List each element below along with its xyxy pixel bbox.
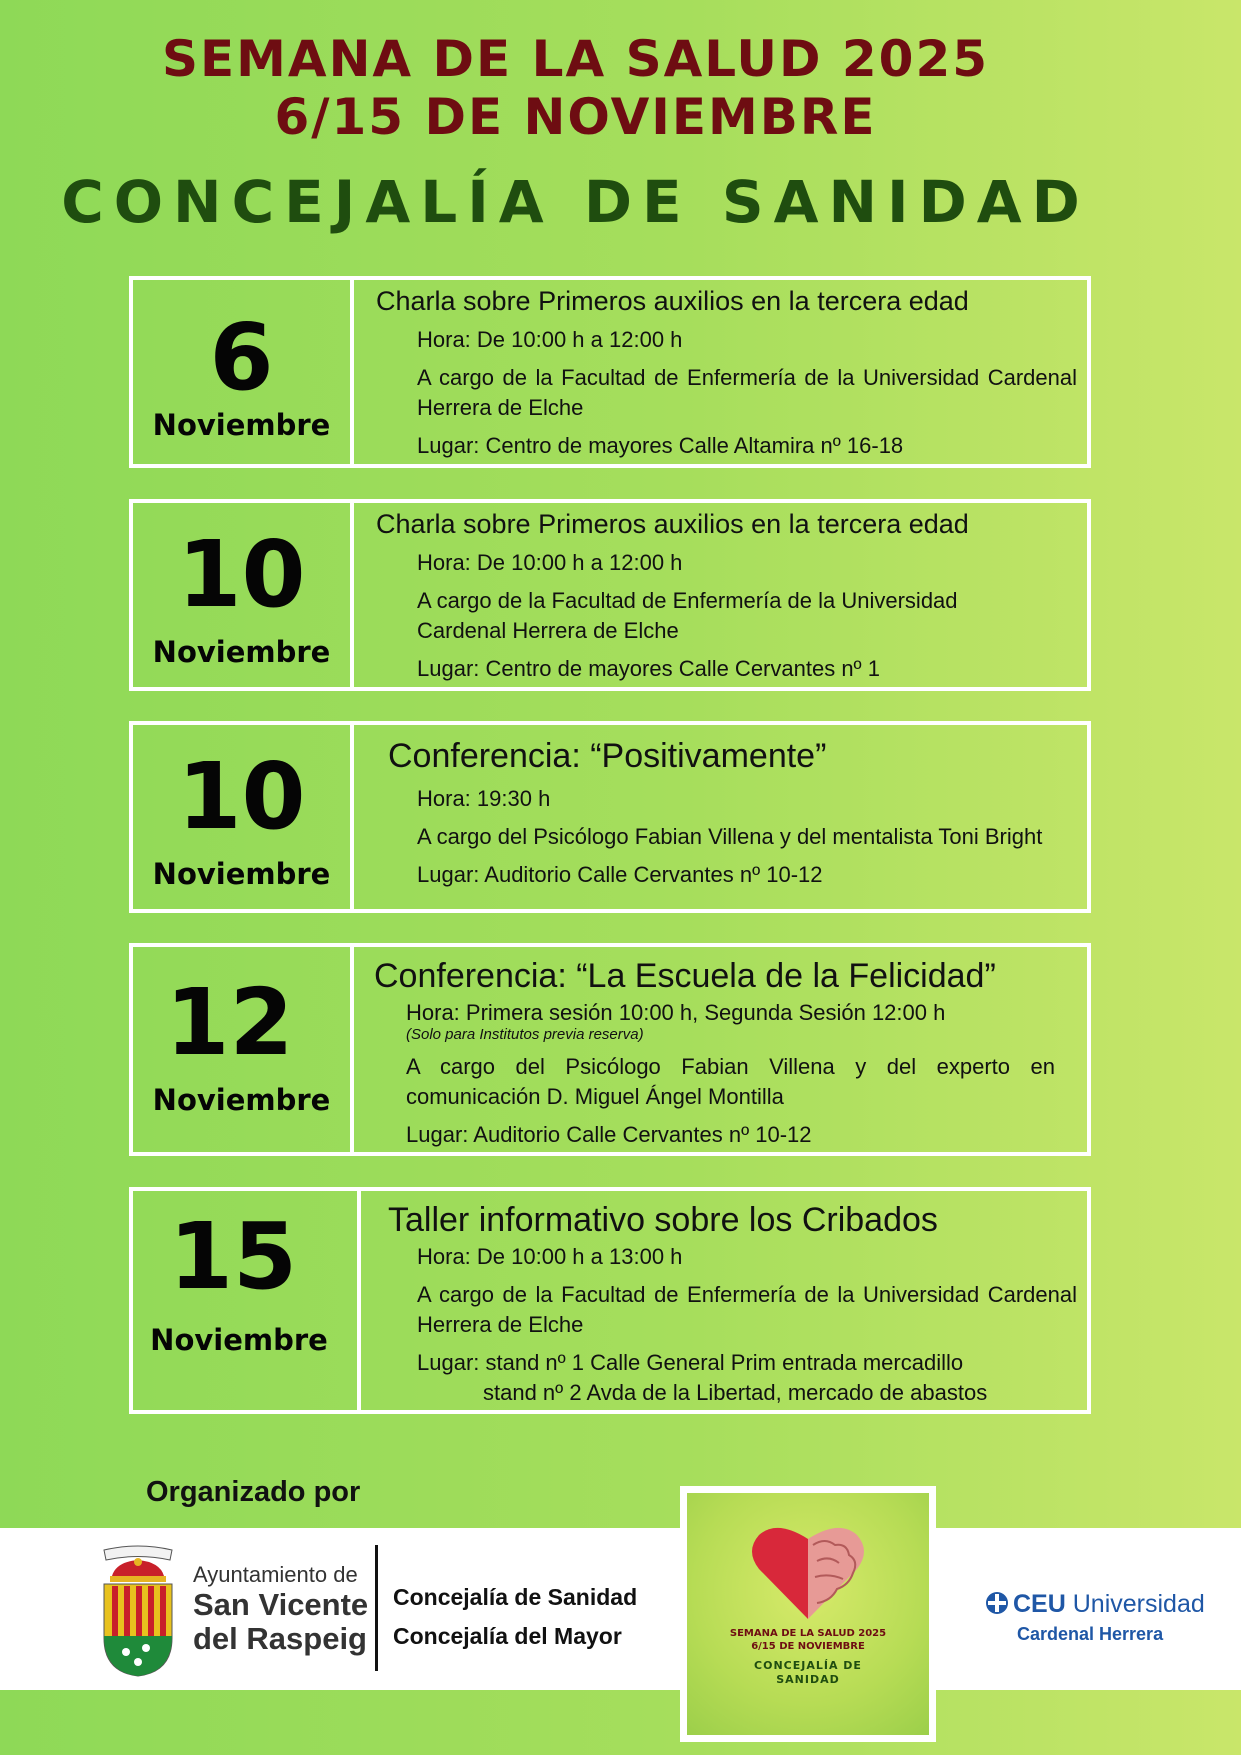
event-date xyxy=(133,503,354,687)
event-note: (Solo para Institutos previa reserva) xyxy=(406,1026,644,1043)
event-date xyxy=(133,280,354,464)
footer-divider xyxy=(375,1545,378,1671)
event-card xyxy=(129,943,1091,1156)
poster-title: SEMANA DE LA SALUD 2025 xyxy=(729,1628,887,1639)
ceu-university-logo xyxy=(985,1590,1205,1645)
event-date xyxy=(133,947,354,1152)
event-time: Hora: 19:30 h xyxy=(417,786,551,811)
event-date xyxy=(133,1191,361,1410)
event-time: Hora: Primera sesión 10:00 h, Segunda Sesión 12:00 h xyxy=(406,1000,946,1025)
event-card xyxy=(129,1187,1091,1414)
event-info xyxy=(374,957,1077,1150)
event-time: Hora: De 10:00 h a 12:00 h xyxy=(417,327,683,352)
town-hall-line3: del Raspeig xyxy=(193,1621,367,1656)
event-info xyxy=(376,1201,1077,1408)
event-organizer: A cargo de la Facultad de Enfermería de la Universidad Cardenal Herrera de Elche xyxy=(417,365,1077,420)
event-organizer: A cargo del Psicólogo Fabian Villena y del mentalista Toni Bright xyxy=(417,824,1043,849)
event-organizer: A cargo del Psicólogo Fabian Villena y del experto en comunicación D. Miguel Ángel Montilla xyxy=(406,1054,1055,1109)
event-day: 10 xyxy=(177,521,306,628)
event-name: Charla sobre Primeros auxilios en la tercera edad xyxy=(376,509,969,539)
event-location: Lugar: Centro de mayores Calle Cervantes nº 1 xyxy=(417,656,880,681)
department-elderly: Concejalía del Mayor xyxy=(393,1623,622,1649)
event-card xyxy=(129,276,1091,468)
event-card xyxy=(129,499,1091,691)
organized-by-label: Organizado por xyxy=(146,1476,361,1508)
department-title: CONCEJALÍA DE SANIDAD xyxy=(61,168,1090,236)
event-month: Noviembre xyxy=(152,635,331,669)
ceu-university-word: Universidad xyxy=(1072,1590,1205,1618)
event-location: Lugar: Auditorio Calle Cervantes nº 10-12 xyxy=(417,862,823,887)
event-day: 6 xyxy=(209,304,274,411)
ceu-line1 xyxy=(985,1590,1205,1622)
event-month: Noviembre xyxy=(152,408,331,442)
town-hall-name xyxy=(193,1562,368,1656)
cross-icon xyxy=(985,1591,1009,1622)
event-name: Conferencia: “La Escuela de la Felicidad” xyxy=(374,957,996,995)
event-day: 10 xyxy=(177,743,306,850)
event-info xyxy=(376,509,1077,684)
poster-dept-line1: CONCEJALÍA DE xyxy=(754,1659,862,1672)
event-location: Lugar: stand nº 1 Calle General Prim entrada mercadillo xyxy=(417,1350,964,1375)
event-name: Conferencia: “Positivamente” xyxy=(388,737,827,775)
event-info xyxy=(376,737,1077,890)
heart-brain-icon xyxy=(751,1521,865,1621)
event-time: Hora: De 10:00 h a 13:00 h xyxy=(417,1244,683,1269)
event-month: Noviembre xyxy=(152,857,331,891)
event-poster-thumbnail xyxy=(680,1486,936,1742)
event-location-secondary: stand nº 2 Avda de la Libertad, mercado de abastos xyxy=(483,1380,988,1405)
event-organizer: A cargo de la Facultad de Enfermería de la Universidad Cardenal Herrera de Elche xyxy=(417,588,958,643)
event-month: Noviembre xyxy=(150,1323,328,1357)
event-day: 12 xyxy=(165,969,294,1076)
event-name: Charla sobre Primeros auxilios en la tercera edad xyxy=(376,286,969,316)
departments-list xyxy=(393,1578,637,1656)
ceu-brand: CEU xyxy=(1013,1590,1066,1618)
event-location: Lugar: Centro de mayores Calle Altamira nº 16-18 xyxy=(417,433,904,458)
event-month: Noviembre xyxy=(152,1083,331,1117)
event-organizer: A cargo de la Facultad de Enfermería de la Universidad Cardenal Herrera de Elche xyxy=(417,1282,1077,1337)
event-day: 15 xyxy=(168,1203,298,1310)
poster-content xyxy=(687,1493,929,1735)
ceu-line2: Cardenal Herrera xyxy=(1017,1624,1164,1644)
event-name: Taller informativo sobre los Cribados xyxy=(388,1201,938,1239)
poster-dept-line2: SANIDAD xyxy=(776,1673,840,1686)
town-hall-line1: Ayuntamiento de xyxy=(193,1562,358,1587)
event-date xyxy=(133,725,354,909)
event-time: Hora: De 10:00 h a 12:00 h xyxy=(417,550,683,575)
event-dates: 6/15 DE NOVIEMBRE xyxy=(274,88,877,146)
event-info xyxy=(376,286,1077,461)
coat-of-arms-icon xyxy=(96,1540,180,1686)
town-hall-line2: San Vicente xyxy=(193,1587,369,1622)
event-title: SEMANA DE LA SALUD 2025 xyxy=(161,30,990,88)
event-location: Lugar: Auditorio Calle Cervantes nº 10-12 xyxy=(406,1122,812,1147)
department-health: Concejalía de Sanidad xyxy=(393,1584,638,1610)
event-card xyxy=(129,721,1091,913)
poster-dates: 6/15 DE NOVIEMBRE xyxy=(751,1641,865,1652)
